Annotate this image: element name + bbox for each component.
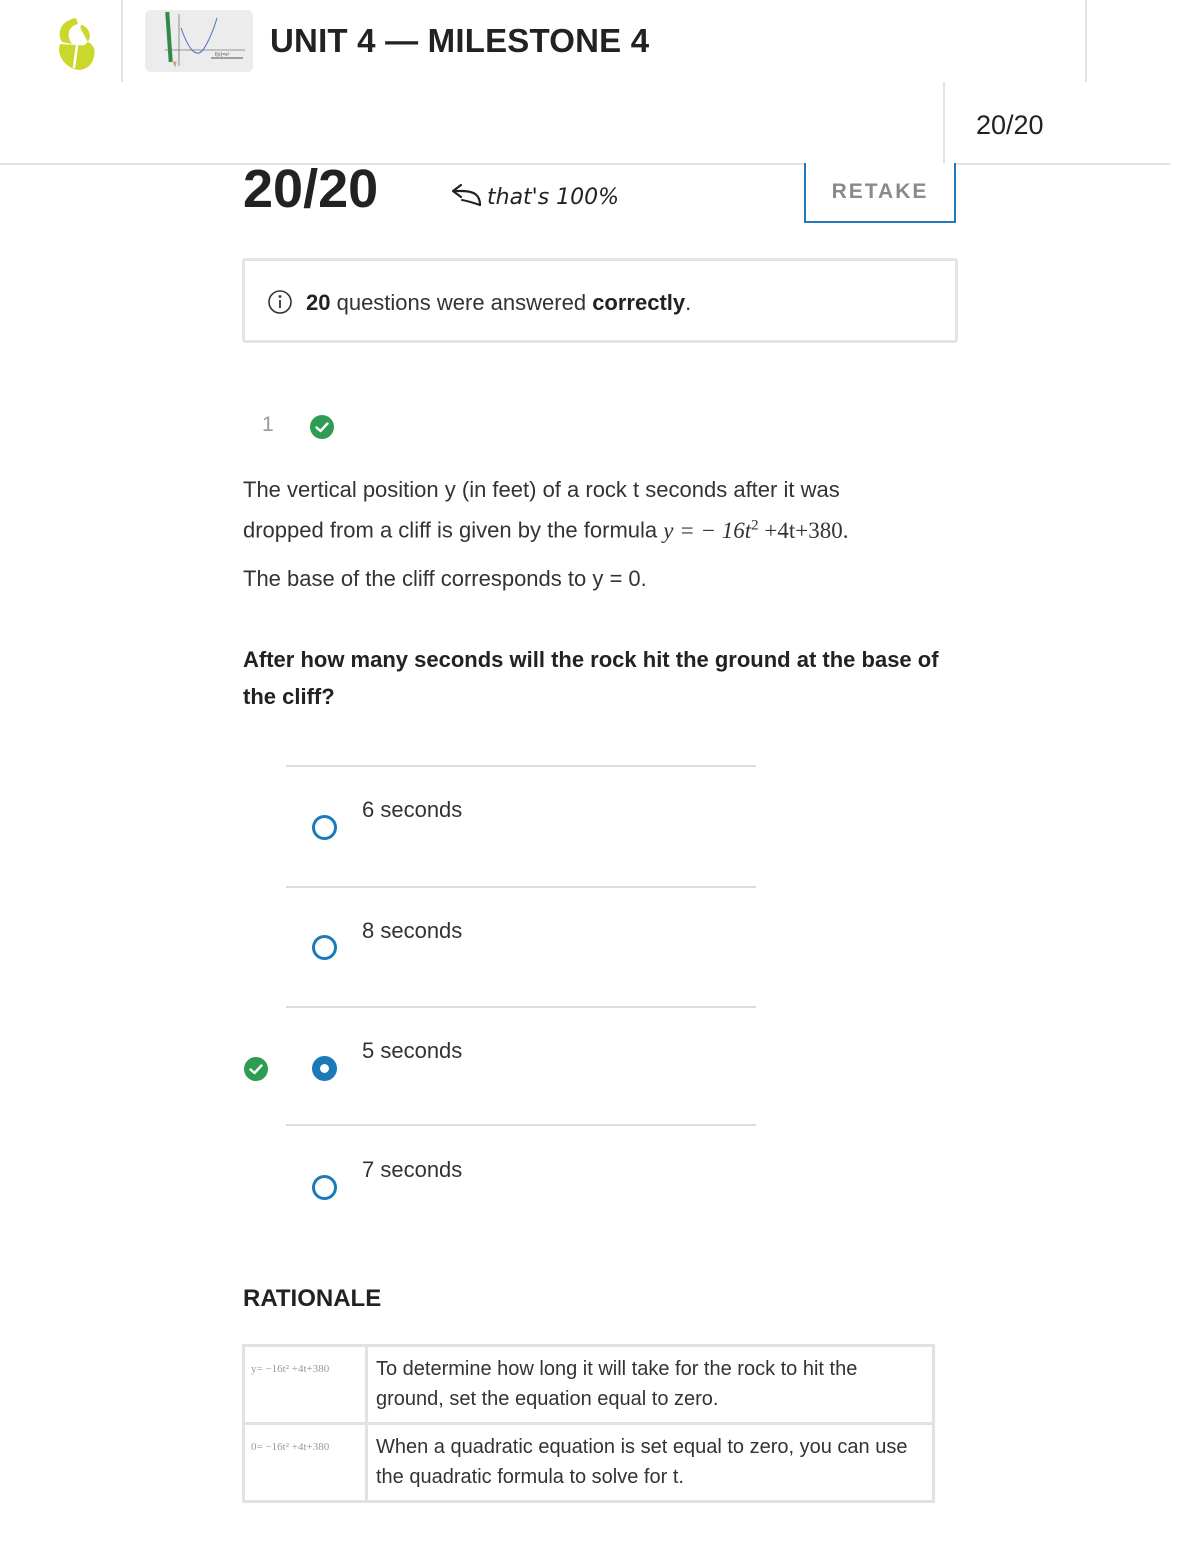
rationale-equation: y= −16t² +4t+380 [244, 1346, 367, 1424]
formula-rest: +4t+380. [758, 517, 849, 543]
question-line-1: The vertical position y (in feet) of a rock t seconds after it was [243, 477, 840, 502]
question-line-2-text: dropped from a cliff is given by the formula [243, 517, 664, 543]
formula-main: y = − 16t [663, 517, 752, 543]
info-text-end: . [685, 290, 692, 315]
graph-sketch-icon [145, 10, 253, 72]
option-radio-2[interactable] [312, 935, 337, 960]
question-number: 1 [262, 413, 274, 436]
score-annotation: that's 100% [487, 185, 620, 210]
option-radio-3-selected[interactable] [312, 1056, 337, 1081]
formula-exponent: 2 [751, 517, 759, 533]
header-divider [121, 0, 123, 82]
option-divider [286, 886, 756, 888]
table-row [244, 1346, 934, 1424]
score-value: 20/20 [243, 159, 379, 219]
correct-check-icon [309, 414, 335, 440]
option-radio-4[interactable] [312, 1175, 337, 1200]
formula [663, 518, 848, 543]
option-label-4[interactable]: 7 seconds [362, 1157, 463, 1182]
option-label-3[interactable]: 5 seconds [362, 1038, 463, 1063]
option-label-1[interactable]: 6 seconds [362, 797, 463, 822]
retake-button[interactable]: RETAKE [804, 163, 956, 223]
sophia-logo-icon[interactable] [52, 16, 100, 72]
question-line-3: The base of the cliff corresponds to y = 0. [243, 566, 647, 591]
rationale-text: To determine how long it will take for the rock to hit the ground, set the equation equal to zero. [367, 1346, 934, 1424]
header-divider [1085, 0, 1087, 82]
info-icon [267, 289, 293, 315]
svg-text:f(x)=x²: f(x)=x² [215, 52, 230, 58]
correct-answer-check-icon [243, 1056, 269, 1082]
header-score: 20/20 [976, 110, 1044, 140]
rationale-text: When a quadratic equation is set equal to zero, you can use the quadratic formula to solve for t. [367, 1424, 934, 1502]
table-row [244, 1424, 934, 1502]
option-divider [286, 1124, 756, 1126]
results-info-text [306, 290, 691, 316]
rationale-title: RATIONALE [243, 1285, 382, 1312]
rationale-table [242, 1344, 935, 1503]
question-line-2 [243, 517, 963, 544]
info-text-middle: questions were answered [330, 290, 593, 315]
page-title: UNIT 4 — MILESTONE 4 [270, 22, 650, 59]
question-prompt: After how many seconds will the rock hit the ground at the base of the cliff? [243, 647, 939, 709]
option-label-2[interactable]: 8 seconds [362, 918, 463, 943]
correct-count: 20 [306, 290, 331, 315]
option-divider [286, 1006, 756, 1008]
header-divider [943, 82, 945, 164]
option-divider [286, 765, 756, 767]
header-bottom-border [0, 163, 1170, 165]
info-text-bold: correctly [592, 290, 686, 315]
course-thumbnail [145, 10, 253, 72]
curved-arrow-icon [448, 183, 484, 209]
option-radio-1[interactable] [312, 815, 337, 840]
rationale-equation: 0= −16t² +4t+380 [244, 1424, 367, 1502]
